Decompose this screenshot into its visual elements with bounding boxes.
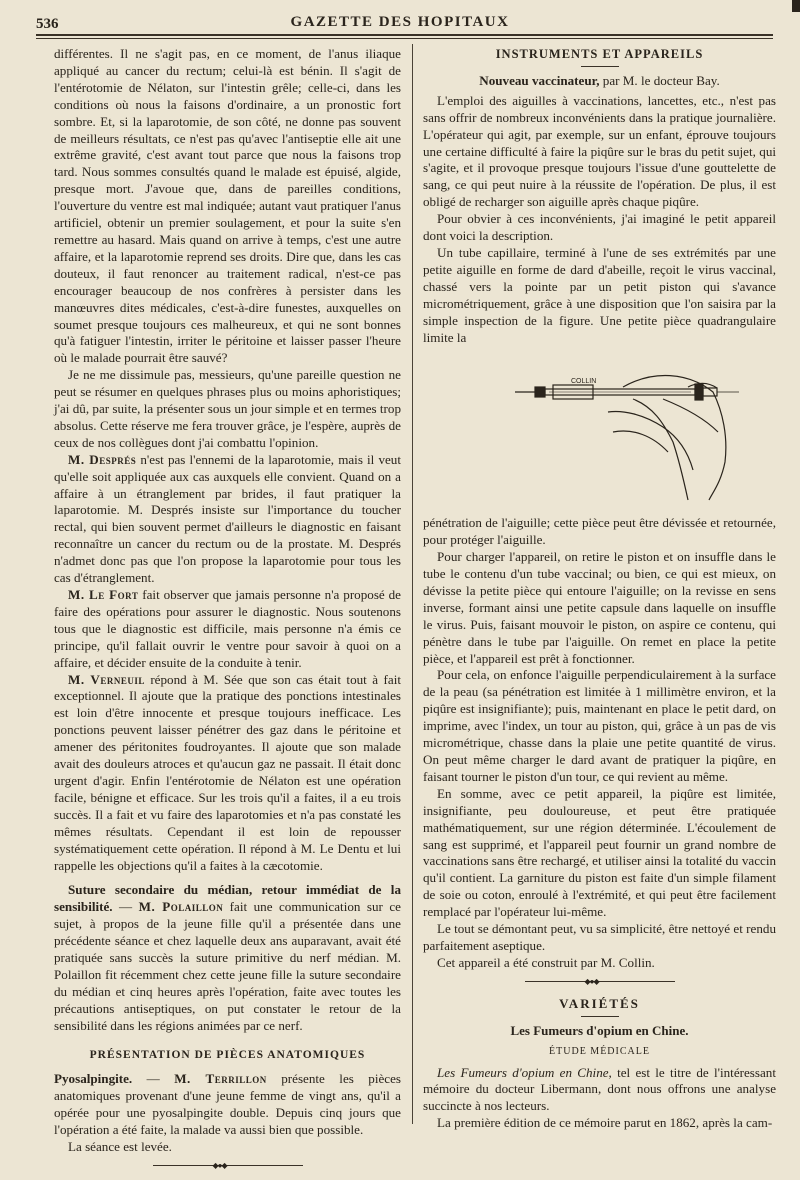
speaker-name: M. Terrillon: [174, 1071, 267, 1087]
right-column: [423, 46, 776, 1132]
right-paragraph: En somme, avec ce petit appareil, la piqûre est limitée, insignifiante, peu douloureuse, et peut être pratiquée mathématiquement, sur une région déterminée. L'écoulement de sang est supprimé, et l'appareil peut fournir un grand nombre de vaccinations sans être rechargé, et utiliser ainsi la totalité du vaccin qu'il contient. La garniture du piston est faite d'un simple filament de soie ou coton, enroulé à l'extrémité, et qui peut être facilement remplacé par l'opérateur lui-même.: [423, 785, 776, 920]
section-title: Pyosalpingite.: [54, 1071, 133, 1087]
running-title: GAZETTE DES HOPITAUX: [290, 14, 510, 30]
article-author: par M. le docteur Bay.: [599, 72, 720, 88]
paragraph-text: répond à M. Sée que son cas était tout à fait exceptionnel. Il ajoute que la pratique des ponctions intestinales est loin d'être innocente et presque toujours inefficace. Les ponctions peuvent laisser pénétrer des gaz dans le péritoine et amener des péritonites foudroyantes. Il ajoute que son malade avait des douleurs atroces et qu'aucun gaz ne passait. Il était donc urgent d'agir. Enfin l'entérotomie de Nélaton est une opération facile, bénigne et efficace. Sur les trois qu'il a faites, il a eu trois succès. Il a fait et vu faire des laparotomies et n'a pas constaté les mêmes résultats. Cependant il est loin de repousser systématiquement cette opération. Il répond à M. Le Dentu et lui rappelle les objections qu'il a faites à la cæcotomie.: [54, 671, 402, 873]
paragraph-text: présente les pièces anatomiques provenant d'une jeune femme de vingt ans, qu'il a opérée pour une pyosalpingite double. Depuis cinq jours que l'opération a été faite, la malade va aussi bien que possible.: [54, 1071, 402, 1138]
section-heading: PRÉSENTATION DE PIÈCES ANATOMIQUES: [89, 1048, 366, 1061]
figure-label: COLLIN: [571, 378, 597, 386]
left-paragraph: La séance est levée.: [68, 1139, 172, 1155]
speaker-name: M. Després: [68, 451, 137, 467]
italic-title: Les Fumeurs d'opium en Chine,: [437, 1064, 612, 1080]
left-paragraph: Pyosalpingite. — M. Terrillon présente les pièces anatomiques provenant d'une jeune femme de vingt ans, qu'il a opérée pour une pyosalpingite double. Depuis cinq jours que l'opération a été faite, la malade va aussi bien que possible.: [54, 1071, 402, 1138]
ornament-divider: [153, 1162, 303, 1170]
page-number: 536: [36, 16, 59, 32]
short-rule: [581, 66, 619, 67]
left-paragraph: [54, 587, 401, 672]
right-paragraph: Le tout se démontant peut, vu sa simplicité, être nettoyé et rendu parfaitement aseptique.: [423, 921, 776, 953]
speaker-name: M. Le Fort: [68, 587, 139, 602]
right-paragraph: Un tube capillaire, terminé à l'une de ses extrémités par une petite aiguille en forme de dard d'abeille, reçoit le virus vaccinal, chassé vers la pointe par un petit piston qui s'avance micrométriquement, grâce à une disposition que l'on saisira par la simple inspection de la figure. Une petite pièce quadrangulaire limite la: [423, 244, 776, 345]
ornament-divider: [525, 978, 675, 986]
speaker-name: M. Verneuil: [68, 671, 145, 687]
right-paragraph: Pour charger l'appareil, on retire le piston et on insuffle dans le tube le contenu d'un tube vaccinal; ou bien, ce qui est mieux, on dévisse la petite pièce qui entoure l'aiguille; on la revisse en sens inverse, formant ainsi une petite capsule dans laquelle on insuffle le virus. Puis, faisant mouvoir le piston, on aspire ce contenu, qui pénètre dans le tube par l'aiguille. On remet en place la petite pièce, et l'appareil est prêt à fonctionner.: [423, 549, 776, 666]
paragraph-text: tel est le titre de l'intéressant mémoire du docteur Libermann, dont nous offrons une analyse succincte à nos lecteurs.: [423, 1064, 776, 1114]
vaccinator-figure: [513, 352, 743, 502]
right-paragraph: pénétration de l'aiguille; cette pièce peut être dévissée et retournée, pour protéger l'aiguille.: [423, 515, 776, 548]
speaker-name: M. Polaillon: [138, 899, 224, 915]
article-title: Les Fumeurs d'opium en Chine.: [510, 1022, 689, 1038]
right-paragraph: Pour cela, on enfonce l'aiguille perpendiculairement à la surface de la peau (sa pénétration est limitée à 1 millimètre environ, et la piqûre est insignifiante); puis, maintenant en place le petit dard, on imprime, avec l'index, un tour au piston, qui, grâce à un pas de vis micrométrique, chasse dans la plaie une petite quantité de virus. On peut même charger le dard avant de pratiquer la piqûre, en faisant tourner le piston d'un tour, ce qui revient au même.: [423, 667, 776, 784]
left-paragraph: différentes. Il ne s'agit pas, en ce moment, de l'anus iliaque appliqué au cancer du rectum; celui-là est bénin. Il s'agit de l'entérotomie de Nélaton, sur l'intestin grêle; celle-ci, dans les conditions où nous la faisons d'ordinaire, a un pronostic fort sombre. Et, si la laparotomie, de son côté, ne donne pas souvent de meilleurs résultats, ce n'est pas qu'avec l'antiseptie elle ait une extrême gravité, c'est avant tout parce que nous la faisons trop tard. Nous sommes consultés quand le malade est épuisé, algide, presque mort. J'avoue que, dans de pareilles conditions, l'ouverture du ventre est mal indiquée; autant vaut pratiquer l'anus artificiel, obtenir un premier soulagement, et pour la suite s'en remettre au hasard. Mais quand on arrive à temps, c'est une autre affaire, et la laparotomie reprend ses droits. Dire que, dans les cas douteux, il faut renoncer au traitement radical, n'est-ce pas encourager beaucoup de nos confrères à persister dans les manœuvres dites médicales, c'est-à-dire funestes, auxquelles on soumet presque toujours ces malheureux, et qui ne sont bonnes qu'à fatiguer l'intestin, irriter le péritoine et laisser passer l'heure où le malade pourrait être sauvé?: [54, 46, 401, 366]
article-subtitle: ÉTUDE MÉDICALE: [549, 1045, 650, 1057]
right-paragraph: La première édition de ce mémoire parut en 1862, après la cam-: [437, 1115, 773, 1131]
header-rule: [36, 34, 773, 36]
column-divider: [412, 44, 413, 1124]
right-paragraph: L'emploi des aiguilles à vaccinations, lancettes, etc., n'est pas sans offrir de nombreux inconvénients dans la pratique journalière. L'opérateur qui agit, par exemple, sur un enfant, éprouve toujours une certaine difficulté à faire la piqûre sur le bras du petit sujet, qui s'agite, et il provoque presque toujours l'issue d'une gouttelette de sang, ce qui peut nuire à la réussite de l'opération. De plus, il est obligé de recharger son aiguille après chaque piqûre.: [423, 92, 776, 210]
right-paragraph: Cet appareil a été construit par M. Collin.: [437, 954, 655, 970]
paragraph-text: fait une communication sur ce sujet, à propos de la jeune fille qu'il a présentée dans une précédente séance et chez laquelle deux ans auparavant, avait été pratiquée sans succès la suture primitive du nerf médian. M. Polaillon fit récemment chez cette jeune fille la suture secondaire du médian et cinq heures après l'opération, faite avec toutes les précautions antiseptiques, on put constater le retour de la sensibilité dans les régions animées par ce nerf.: [54, 899, 401, 1033]
right-paragraph: Pour obvier à ces inconvénients, j'ai imaginé le petit appareil dont voici la description.: [423, 211, 776, 244]
article-title: [423, 73, 776, 90]
left-paragraph: [54, 672, 401, 875]
article-title-bold: Nouveau vaccinateur,: [479, 72, 600, 88]
left-paragraph: [54, 452, 401, 587]
section-heading: INSTRUMENTS ET APPAREILS: [495, 47, 704, 61]
section-heading: VARIÉTÉS: [559, 995, 640, 1011]
left-paragraph: Je ne me dissimule pas, messieurs, qu'une pareille question ne peut se résumer en quelques phrases plus ou moins aphoristiques; j'ai dû, par suite, la présenter sous un jour simple et en termes trop absolus. Cette réserve me fera trouver grâce, je l'espère, auprès de ceux de nos collègues dont j'ai combattu l'opinion.: [54, 367, 401, 450]
paragraph-text: fait observer que jamais personne n'a proposé de faire des opérations pour assurer le diagnostic. Nous soutenons tous que le diagnostic est difficile, mais personne n'a émis ce principe, qu'il fallait ouvrir le ventre pour savoir à quoi on a affaire, et décider ensuite de la conduite à tenir.: [54, 587, 401, 670]
left-paragraph: Suture secondaire du médian, retour immédiat de la sensibilité. — M. Polaillon fait une communication sur ce sujet, à propos de la jeune fille qu'il a présentée dans une précédente séance et chez laquelle deux ans auparavant, avait été pratiquée sans succès la suture primitive du nerf médian. M. Polaillon fit récemment chez cette jeune fille la suture secondaire du médian et cinq heures après l'opération, faite avec toutes les précautions antiseptiques, on put constater le retour de la sensibilité dans les régions animées par ce nerf.: [54, 882, 401, 1033]
right-paragraph: [423, 1065, 776, 1116]
short-rule: [581, 1016, 619, 1017]
header-rule-thin: [36, 38, 773, 39]
page-corner-mark: [792, 0, 800, 12]
paragraph-text: n'est pas l'ennemi de la laparotomie, mais il veut qu'elle soit appliquée aux cas auxquels elle convient. Quand on a affaire à un étranglement par brides, il faut pratiquer la laparotomie. M. Després insiste sur l'importance du toucher rectal, qui bien souvent permet d'ailleurs le diagnostic en faisant reconnaître un cancer du rectum ou de la prostate. M. Després n'admet donc pas que l'on propose la laparotomie pour tous les cas d'étranglement.: [54, 451, 401, 586]
section-title: Suture secondaire du médian, retour immédiat de la sensibilité.: [54, 882, 401, 915]
left-column: [54, 46, 401, 1180]
